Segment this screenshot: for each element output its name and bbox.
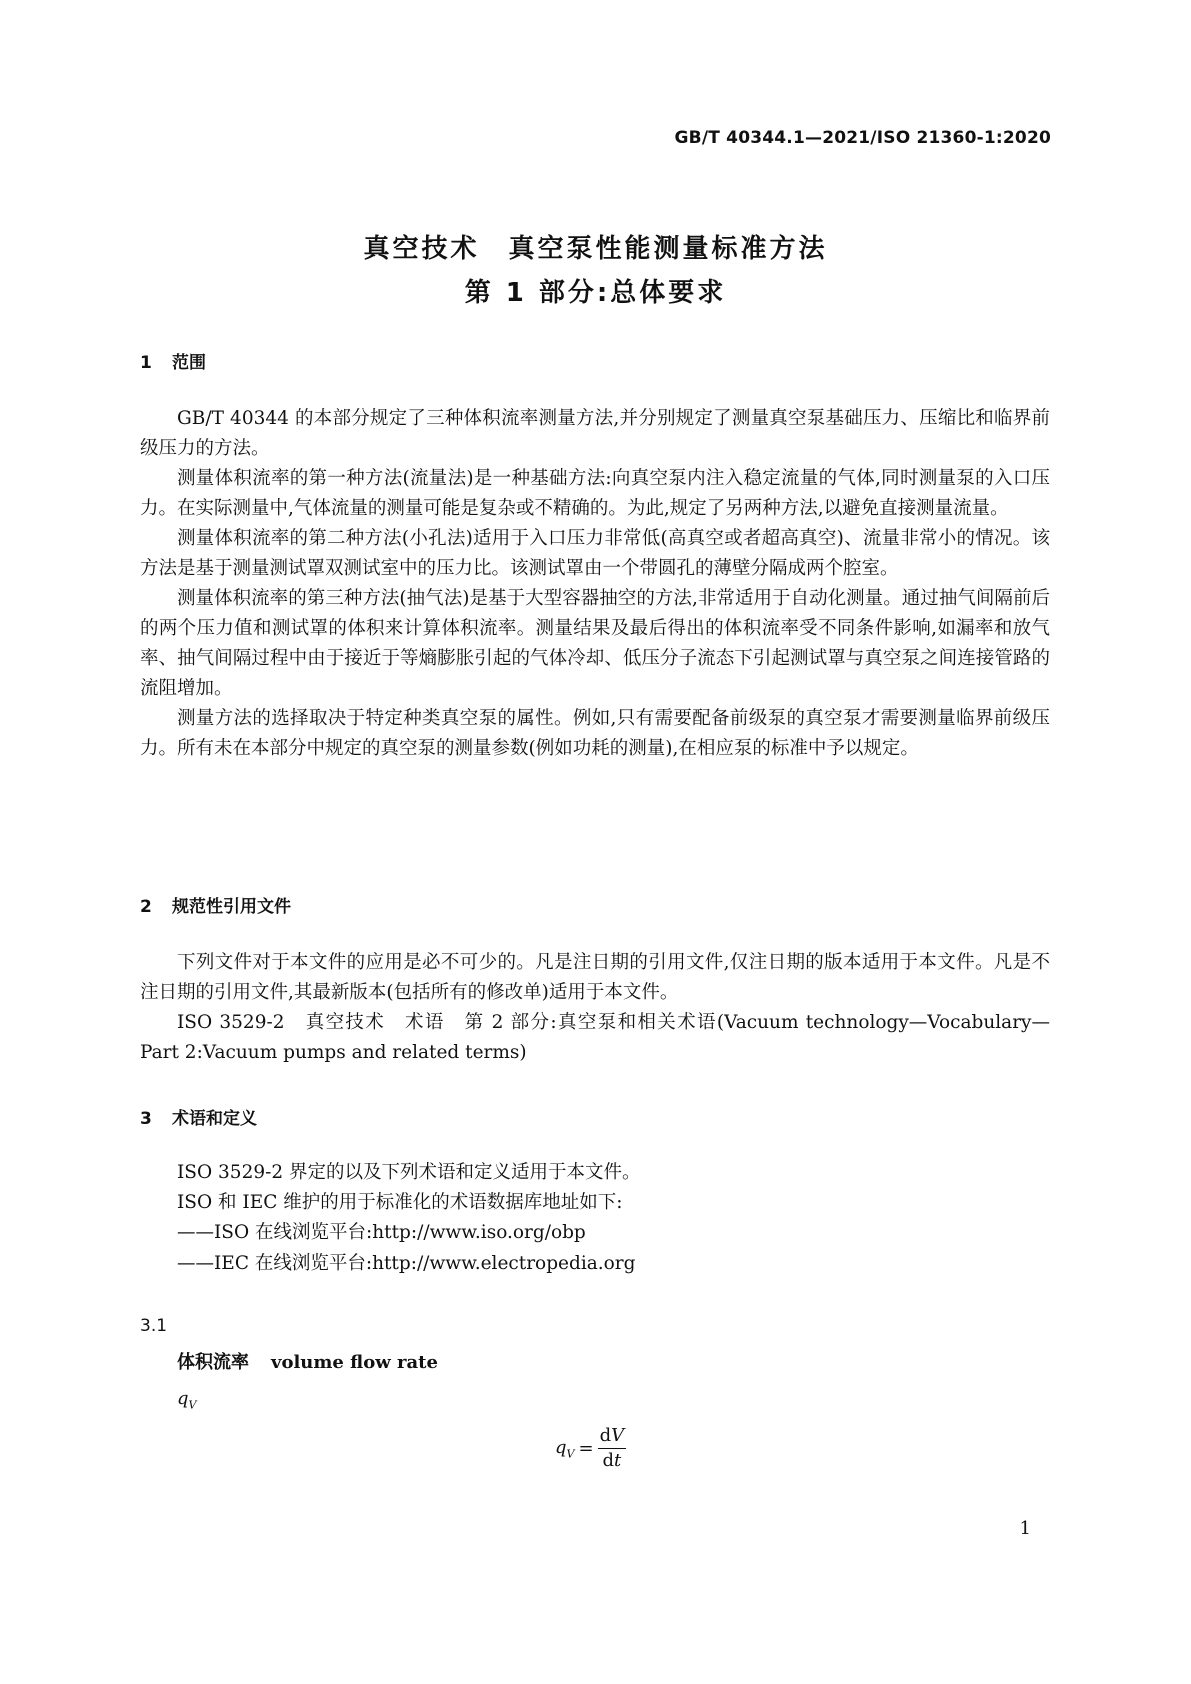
section-1-body <box>140 404 1050 764</box>
volume-flow-formula <box>555 1424 626 1473</box>
paragraph: 测量体积流率的第一种方法(流量法)是一种基础方法:向真空泵内注入稳定流量的气体,同时测量泵的入口压力。在实际测量中,气体流量的测量可能是复杂或不精确的。为此,规定了另两种方法,以避免直接测量流量。 <box>140 468 1050 519</box>
clause-number: 3.1 <box>140 1316 168 1336</box>
formula-denominator: dt <box>602 1450 622 1471</box>
iec-electropedia-link[interactable]: ——IEC 在线浏览平台:http://www.electropedia.org <box>177 1253 636 1274</box>
document-title-part: 第 1 部分:总体要求 <box>464 278 727 308</box>
section-title: 范围 <box>172 353 206 373</box>
page-number: 1 <box>1019 1518 1031 1539</box>
normative-reference: ISO 3529-2 真空技术 术语 第 2 部分:真空泵和相关术语(Vacuum technology—Vocabulary—Part 2:Vacuum pumps and related terms) <box>140 1012 1050 1063</box>
section-number: 3 <box>140 1109 152 1129</box>
iso-obp-link[interactable]: ——ISO 在线浏览平台:http://www.iso.org/obp <box>177 1222 586 1243</box>
term-zh: 体积流率 <box>177 1352 249 1373</box>
formula-fraction <box>598 1424 627 1473</box>
paragraph: 下列文件对于本文件的应用是必不可少的。凡是注日期的引用文件,仅注日期的版本适用于本文件。凡是不注日期的引用文件,其最新版本(包括所有的修改单)适用于本文件。 <box>140 952 1050 1003</box>
term-entry <box>177 1348 438 1374</box>
section-3-heading <box>140 1104 257 1129</box>
section-number: 2 <box>140 897 152 917</box>
formula-equals: = <box>578 1438 594 1459</box>
standard-code: GB/T 40344.1—2021/ISO 21360-1:2020 <box>674 128 1051 148</box>
paragraph: 测量体积流率的第二种方法(小孔法)适用于入口压力非常低(高真空或者超高真空)、流量非常小的情况。该方法是基于测量测试罩双测试室中的压力比。该测试罩由一个带圆孔的薄壁分隔成两个腔室。 <box>140 528 1050 579</box>
paragraph: 测量体积流率的第三种方法(抽气法)是基于大型容器抽空的方法,非常适用于自动化测量。通过抽气间隔前后的两个压力值和测试罩的体积来计算体积流率。测量结果及最后得出的体积流率受不同条件影响,如漏率和放气率、抽气间隔过程中由于接近于等熵膨胀引起的气体冷却、低压分子流态下引起测试罩与真空泵之间连接管路的流阻增加。 <box>140 588 1050 699</box>
paragraph: 测量方法的选择取决于特定种类真空泵的属性。例如,只有需要配备前级泵的真空泵才需要测量临界前级压力。所有未在本部分中规定的真空泵的测量参数(例如功耗的测量),在相应泵的标准中予以规定。 <box>140 708 1050 759</box>
term-symbol: $q_V$ <box>177 1388 197 1412</box>
database-intro: ISO 和 IEC 维护的用于标准化的术语数据库地址如下: <box>177 1192 623 1213</box>
document-title-main: 真空技术 真空泵性能测量标准方法 <box>363 234 828 264</box>
section-title: 规范性引用文件 <box>172 897 291 917</box>
paragraph: GB/T 40344 的本部分规定了三种体积流率测量方法,并分别规定了测量真空泵基础压力、压缩比和临界前级压力的方法。 <box>140 408 1050 459</box>
section-1-heading <box>140 348 206 373</box>
term-en: volume flow rate <box>271 1352 438 1373</box>
section-2-heading <box>140 892 291 917</box>
section-2-body <box>140 948 1050 1068</box>
formula-lhs: $q_V$ <box>555 1436 575 1461</box>
section-title: 术语和定义 <box>172 1109 257 1129</box>
definition-intro: ISO 3529-2 界定的以及下列术语和定义适用于本文件。 <box>177 1162 641 1183</box>
section-number: 1 <box>140 353 152 373</box>
formula-numerator: dV <box>598 1424 627 1449</box>
